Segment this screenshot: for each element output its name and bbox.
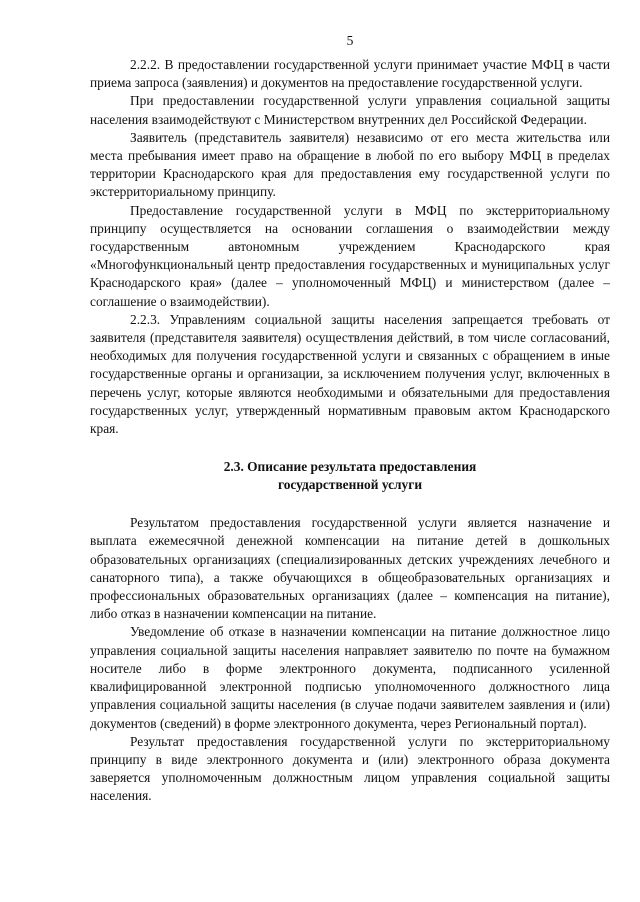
section-heading xyxy=(90,458,610,494)
paragraph-refusal-notice: Уведомление об отказе в назначении компенсации на питание должностное лицо управления социальной защиты населения направляет заявителю по почте на бумажном носителе либо в форме электронного документа, подписанного усиленной квалифицированной электронной подписью уполномоченного должностного лица управления социальной защиты населения (в случае подачи заявителем заявления и (или) документов (сведений) в форме электронного документа, через Региональный портал). xyxy=(90,624,610,731)
section-heading-line-1: 2.3. Описание результата предоставления xyxy=(223,459,477,475)
page-number: 5 xyxy=(346,33,354,48)
paragraph-applicant-right: Заявитель (представитель заявителя) независимо от его места жительства или места пребывания имеет право на обращение в любой по его выбору МФЦ в пределах территории Краснодарского края для предоставления ему государственной услуги по экстерриториальному принципу. xyxy=(90,129,610,200)
paragraph-result: Результатом предоставления государственной услуги является назначение и выплата ежемесячной денежной компенсации на питание детей в дошкольных образовательных организациях (специализированных детских учреждениях лечебного и санаторного типа), а также обучающихся в общеобразовательных организациях и профессиональных образовательных организациях (далее – компенсация на питание), либо отказ в назначении компенсации на питание. xyxy=(90,515,610,622)
paragraph-2-2-2: 2.2.2. В предоставлении государственной услуги принимает участие МФЦ в части приема запроса (заявления) и документов на предоставление государственной услуги. xyxy=(90,57,610,91)
paragraph-extraterritorial-result: Результат предоставления государственной услуги по экстерриториальному принципу в виде электронного документа и (или) электронного образа документа заверяется уполномоченным должностным лицом управления социальной защиты населения. xyxy=(90,733,610,804)
section-heading-line-2: государственной услуги xyxy=(277,477,423,493)
paragraph-2-2-3: 2.2.3. Управлениям социальной защиты населения запрещается требовать от заявителя (представителя заявителя) осуществления действий, в том числе согласований, необходимых для получения государственной услуги и связанных с обращением в иные государственные органы и организации, за исключением получения услуг, включенных в перечень услуг, которые являются необходимыми и обязательными для предоставления государственных услуг, утвержденный нормативным правовым актом Краснодарского края. xyxy=(90,311,610,437)
paragraph-extraterritorial: Предоставление государственной услуги в МФЦ по экстерриториальному принципу осуществляется на основании соглашения о взаимодействии между государственным автономным учреждением Краснодарского края «Многофункциональный центр предоставления государственных и муниципальных услуг Краснодарского края» (далее – уполномоченный МФЦ) и министерством (далее – соглашение о взаимодействии). xyxy=(90,202,610,309)
paragraph-interaction-mvd: При предоставлении государственной услуги управления социальной защиты населения взаимодействуют с Министерством внутренних дел Российской Федерации. xyxy=(90,93,610,127)
